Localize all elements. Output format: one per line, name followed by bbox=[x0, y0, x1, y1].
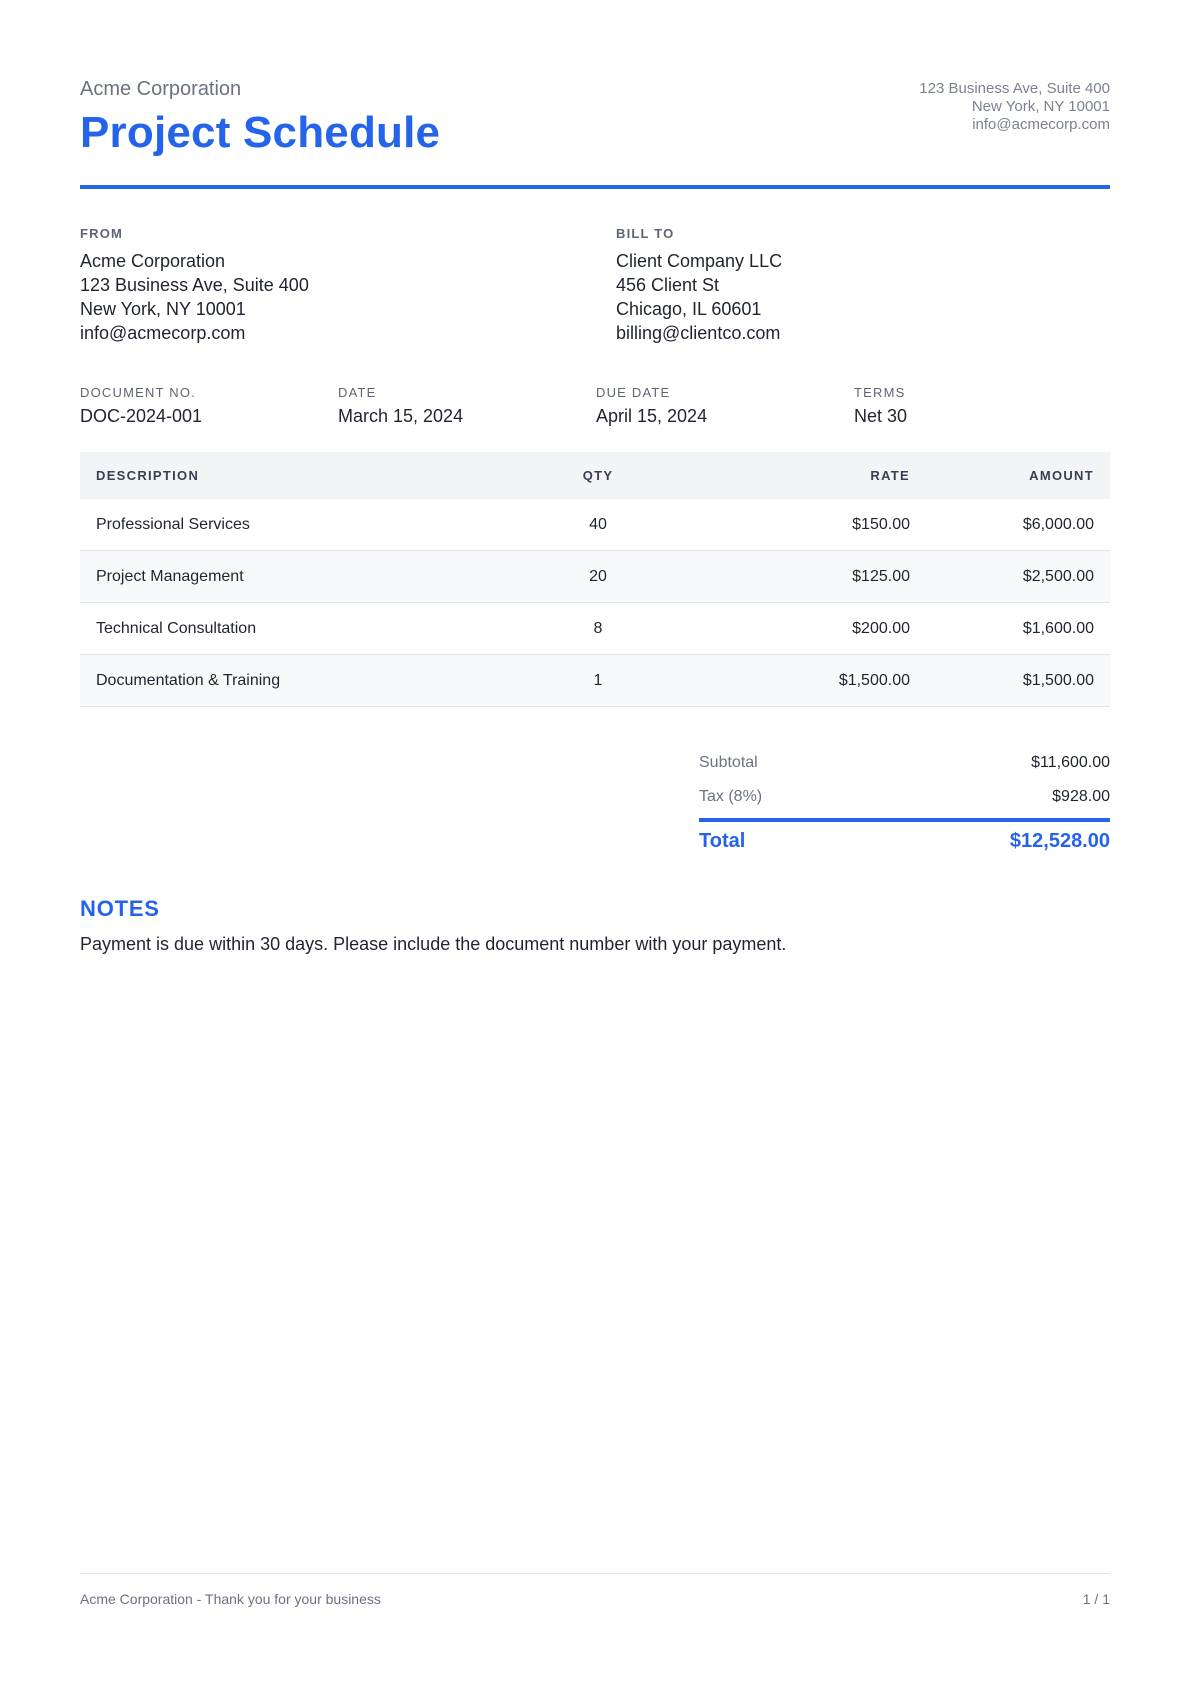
meta-label: DOCUMENT NO. bbox=[80, 385, 196, 400]
table-header-row bbox=[80, 452, 1110, 499]
from-line: info@acmecorp.com bbox=[80, 323, 246, 343]
subtotal-row bbox=[699, 750, 1110, 784]
meta-value: March 15, 2024 bbox=[338, 406, 464, 426]
tax-row bbox=[699, 784, 1110, 818]
column-header-qty: QTY bbox=[512, 452, 684, 499]
from-section bbox=[80, 226, 520, 345]
header-address-line: info@acmecorp.com bbox=[972, 116, 1110, 133]
notes-title: NOTES bbox=[80, 896, 160, 921]
meta-due-date bbox=[596, 385, 846, 427]
cell-rate: $125.00 bbox=[684, 551, 926, 603]
meta-label: DUE DATE bbox=[596, 385, 671, 400]
column-header-description: DESCRIPTION bbox=[80, 452, 512, 499]
page-footer bbox=[80, 1573, 1110, 1614]
cell-rate: $200.00 bbox=[684, 603, 926, 655]
cell-amount: $1,500.00 bbox=[926, 655, 1110, 707]
company-name: Acme Corporation bbox=[80, 78, 242, 100]
from-line: Acme Corporation bbox=[80, 251, 226, 271]
total-label: Total bbox=[699, 830, 746, 852]
from-label: FROM bbox=[80, 226, 124, 241]
from-line: 123 Business Ave, Suite 400 bbox=[80, 275, 309, 295]
meta-value: DOC-2024-001 bbox=[80, 406, 203, 426]
notes-section bbox=[80, 896, 1110, 955]
page-number: 1 / 1 bbox=[1082, 1591, 1110, 1607]
subtotal-value: $11,600.00 bbox=[1031, 754, 1110, 771]
bill-to-label: BILL TO bbox=[616, 226, 675, 241]
cell-description: Documentation & Training bbox=[80, 655, 512, 707]
line-items-table bbox=[80, 452, 1110, 707]
totals-section bbox=[699, 750, 1110, 858]
cell-description: Professional Services bbox=[80, 499, 512, 551]
document-page bbox=[80, 0, 1110, 1683]
cell-description: Technical Consultation bbox=[80, 603, 512, 655]
meta-terms bbox=[854, 385, 1104, 427]
subtotal-label: Subtotal bbox=[699, 754, 758, 771]
table-row bbox=[80, 499, 1110, 551]
from-line: New York, NY 10001 bbox=[80, 299, 246, 319]
bill-to-line: Chicago, IL 60601 bbox=[616, 299, 762, 319]
column-header-amount: AMOUNT bbox=[926, 452, 1110, 499]
cell-qty: 1 bbox=[512, 655, 684, 707]
document-title: Project Schedule bbox=[80, 108, 441, 157]
bill-to-line: Client Company LLC bbox=[616, 251, 783, 271]
column-header-rate: RATE bbox=[684, 452, 926, 499]
cell-amount: $6,000.00 bbox=[926, 499, 1110, 551]
table-row bbox=[80, 655, 1110, 707]
bill-to-line: 456 Client St bbox=[616, 275, 720, 295]
notes-text: Payment is due within 30 days. Please include the document number with your payment. bbox=[80, 934, 787, 954]
header-address bbox=[919, 80, 1110, 134]
meta-value: Net 30 bbox=[854, 406, 908, 426]
cell-description: Project Management bbox=[80, 551, 512, 603]
tax-value: $928.00 bbox=[1052, 788, 1110, 805]
meta-document-number bbox=[80, 385, 330, 427]
document-meta bbox=[80, 385, 1110, 435]
total-row bbox=[699, 822, 1110, 858]
bill-to-section bbox=[616, 226, 1056, 345]
document-header bbox=[80, 78, 1110, 189]
bill-to-line: billing@clientco.com bbox=[616, 323, 781, 343]
footer-text: Acme Corporation - Thank you for your business bbox=[80, 1591, 381, 1607]
table-row bbox=[80, 551, 1110, 603]
meta-date bbox=[338, 385, 588, 427]
meta-label: DATE bbox=[338, 385, 377, 400]
cell-amount: $2,500.00 bbox=[926, 551, 1110, 603]
cell-amount: $1,600.00 bbox=[926, 603, 1110, 655]
tax-label: Tax (8%) bbox=[699, 788, 763, 805]
header-address-line: New York, NY 10001 bbox=[971, 98, 1110, 115]
cell-rate: $150.00 bbox=[684, 499, 926, 551]
cell-qty: 40 bbox=[512, 499, 684, 551]
table-row bbox=[80, 603, 1110, 655]
cell-qty: 8 bbox=[512, 603, 684, 655]
total-value: $12,528.00 bbox=[1009, 830, 1110, 852]
cell-qty: 20 bbox=[512, 551, 684, 603]
cell-rate: $1,500.00 bbox=[684, 655, 926, 707]
meta-label: TERMS bbox=[854, 385, 906, 400]
header-address-line: 123 Business Ave, Suite 400 bbox=[919, 80, 1110, 97]
meta-value: April 15, 2024 bbox=[596, 406, 708, 426]
